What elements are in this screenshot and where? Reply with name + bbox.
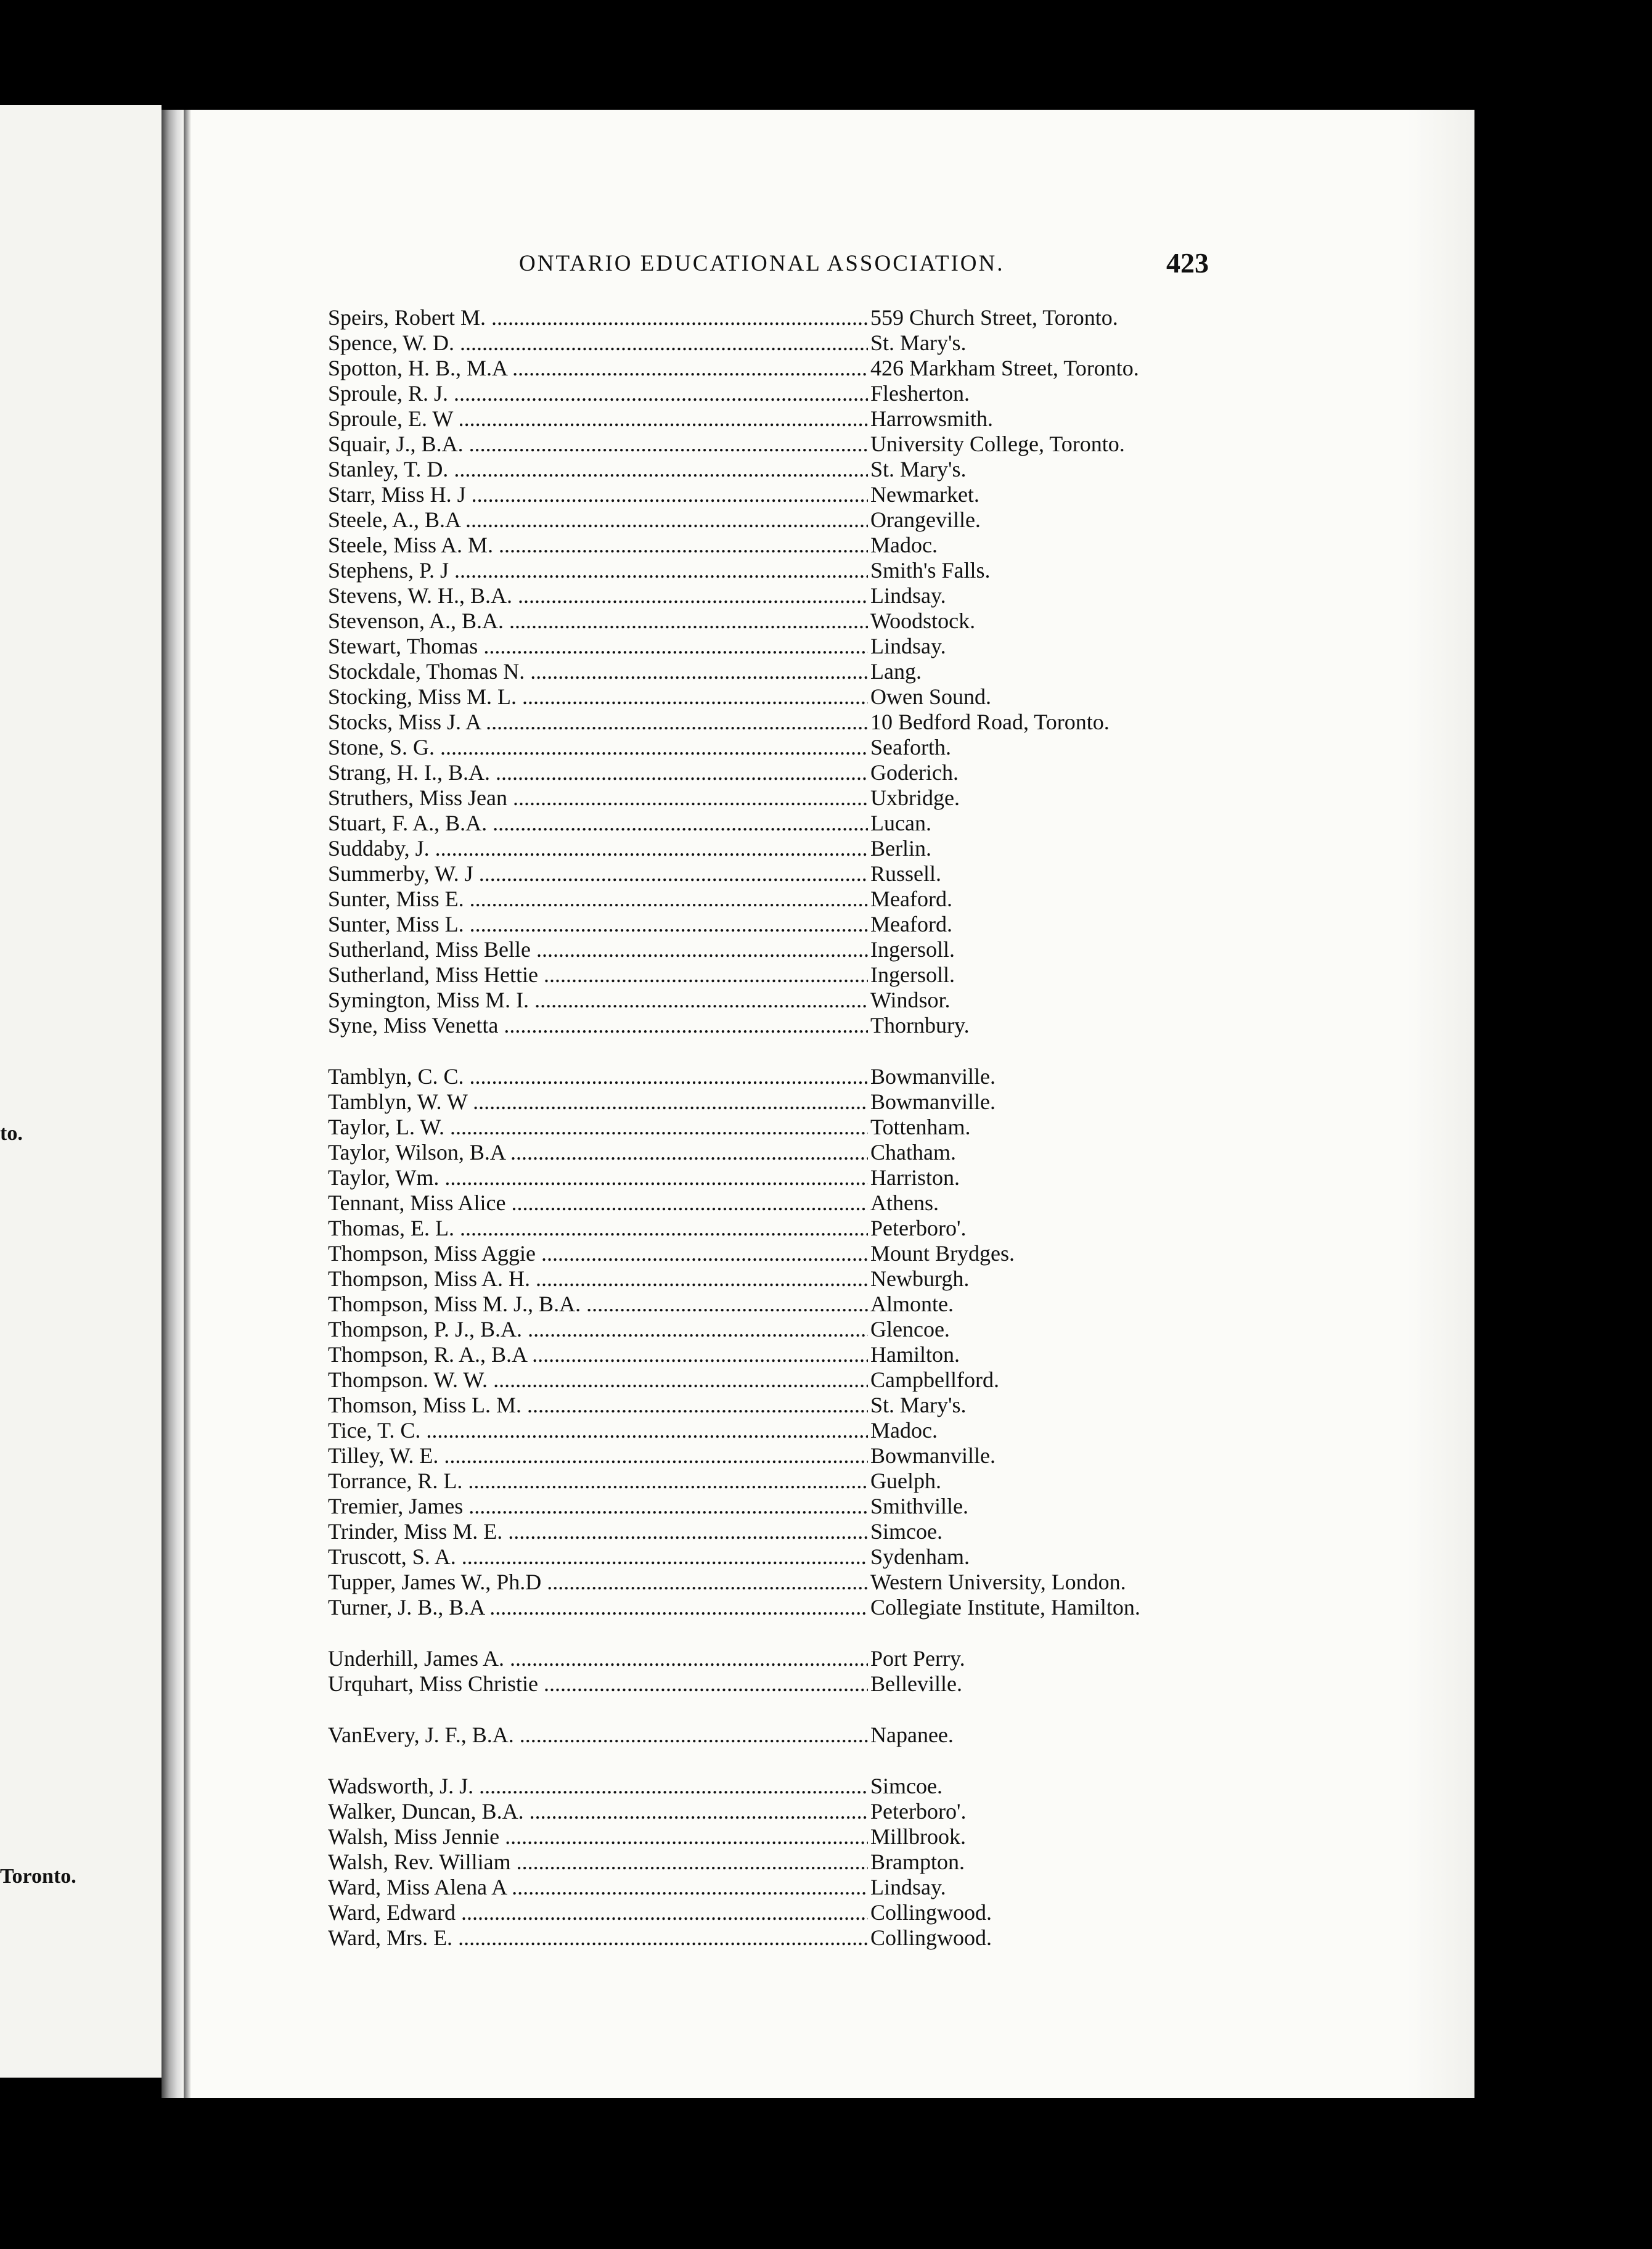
member-entry — [328, 1266, 1450, 1291]
member-name: Sutherland, Miss Belle ..... — [328, 936, 868, 962]
member-name: Steele, Miss A. M. ..... — [328, 532, 868, 558]
member-entry — [328, 1824, 1450, 1849]
member-entry — [328, 1645, 1450, 1671]
member-entry — [328, 633, 1450, 658]
member-location: Port Perry. — [870, 1646, 965, 1671]
letter-section — [328, 305, 1450, 1038]
member-name: Stewart, Thomas ..... — [328, 633, 868, 659]
member-entry — [328, 1165, 1450, 1190]
member-entry — [328, 1493, 1450, 1518]
member-location: Glencoe. — [870, 1317, 950, 1342]
member-entry — [328, 355, 1450, 380]
section-gap — [328, 1620, 1450, 1645]
member-entry — [328, 1594, 1450, 1620]
member-entry — [328, 1089, 1450, 1114]
member-location: Russell. — [870, 861, 942, 886]
member-location: Smith's Falls. — [870, 558, 991, 583]
member-location: Harrowsmith. — [870, 406, 993, 431]
member-location: Western University, London. — [870, 1570, 1126, 1594]
member-name: Turner, J. B., B.A ..... — [328, 1594, 868, 1620]
member-location: Millbrook. — [870, 1824, 967, 1849]
member-location: 559 Church Street, Toronto. — [870, 305, 1118, 330]
member-entry — [328, 1899, 1450, 1925]
member-entry — [328, 861, 1450, 886]
member-entry — [328, 583, 1450, 608]
member-name: Stevenson, A., B.A. ..... — [328, 608, 868, 634]
section-gap — [328, 1038, 1450, 1063]
member-location: Newburgh. — [870, 1266, 970, 1291]
member-name: Thompson, Miss M. J., B.A. ..... — [328, 1291, 868, 1317]
member-location: Lindsay. — [870, 1875, 946, 1899]
page — [162, 110, 1474, 2098]
member-name: Taylor, L. W. ..... — [328, 1114, 868, 1140]
member-location: Berlin. — [870, 836, 931, 861]
member-location: Madoc. — [870, 533, 938, 557]
member-name: Syne, Miss Venetta ..... — [328, 1012, 868, 1038]
member-location: Napanee. — [870, 1723, 954, 1747]
member-location: Chatham. — [870, 1140, 956, 1165]
member-name: Sproule, R. J. ..... — [328, 380, 868, 406]
member-location: Campbellford. — [870, 1367, 999, 1392]
member-location: Meaford. — [870, 887, 952, 911]
member-location: Harriston. — [870, 1165, 960, 1190]
member-entry — [328, 1722, 1450, 1747]
member-entry — [328, 330, 1450, 355]
member-name: Suddaby, J. ..... — [328, 835, 868, 861]
member-entry — [328, 1342, 1450, 1367]
letter-section — [328, 1063, 1450, 1620]
member-name: Thomas, E. L. ..... — [328, 1215, 868, 1241]
member-entry — [328, 1925, 1450, 1950]
member-entry — [328, 1392, 1450, 1417]
member-name: Thompson, R. A., B.A ..... — [328, 1342, 868, 1367]
section-gap — [328, 1696, 1450, 1722]
member-name: Stephens, P. J ..... — [328, 557, 868, 583]
member-entry — [328, 1443, 1450, 1468]
member-location: Goderich. — [870, 760, 959, 785]
member-entry — [328, 1671, 1450, 1696]
member-entry — [328, 507, 1450, 532]
member-name: Sunter, Miss E. ..... — [328, 886, 868, 912]
member-name: Thompson, Miss A. H. ..... — [328, 1266, 868, 1292]
left-page-margin — [0, 105, 162, 2078]
member-entry — [328, 886, 1450, 911]
member-name: Tupper, James W., Ph.D ..... — [328, 1569, 868, 1595]
member-location: Windsor. — [870, 988, 951, 1012]
member-entry — [328, 1773, 1450, 1798]
member-name: Tremier, James ..... — [328, 1493, 868, 1519]
member-name: Sunter, Miss L. ..... — [328, 911, 868, 937]
member-name: Spence, W. D. ..... — [328, 330, 868, 356]
member-location: Hamilton. — [870, 1342, 960, 1367]
member-name: Stanley, T. D. ..... — [328, 456, 868, 482]
letter-section — [328, 1722, 1450, 1747]
member-name: Squair, J., B.A. ..... — [328, 431, 868, 457]
member-location: Thornbury. — [870, 1013, 970, 1038]
member-location: Almonte. — [870, 1292, 954, 1316]
member-location: Flesherton. — [870, 381, 970, 406]
member-location: Peterboro'. — [870, 1216, 967, 1240]
member-name: Stocking, Miss M. L. ..... — [328, 684, 868, 710]
member-entry — [328, 1874, 1450, 1899]
member-entry — [328, 1063, 1450, 1089]
member-name: Steele, A., B.A ..... — [328, 507, 868, 533]
member-entry — [328, 1798, 1450, 1824]
member-entry — [328, 1114, 1450, 1139]
member-entry — [328, 1139, 1450, 1165]
member-name: Ward, Edward ..... — [328, 1899, 868, 1925]
page-number: 423 — [1166, 247, 1209, 279]
member-name: Stuart, F. A., B.A. ..... — [328, 810, 868, 836]
member-entry — [328, 1316, 1450, 1342]
member-location: Smithville. — [870, 1494, 969, 1518]
member-entry — [328, 987, 1450, 1012]
member-location: Collingwood. — [870, 1925, 992, 1950]
member-name: Struthers, Miss Jean ..... — [328, 785, 868, 811]
member-name: Sproule, E. W ..... — [328, 406, 868, 432]
member-location: Lindsay. — [870, 634, 946, 658]
member-name: Thomson, Miss L. M. ..... — [328, 1392, 868, 1418]
book-spine-shadow — [162, 110, 184, 2098]
member-entry — [328, 835, 1450, 861]
member-entry — [328, 962, 1450, 987]
member-name: Taylor, Wilson, B.A ..... — [328, 1139, 868, 1165]
member-entry — [328, 760, 1450, 785]
member-location: St. Mary's. — [870, 330, 967, 355]
member-entry — [328, 1569, 1450, 1594]
member-name: Urquhart, Miss Christie ..... — [328, 1671, 868, 1697]
member-name: Summerby, W. J ..... — [328, 861, 868, 887]
member-entry — [328, 1012, 1450, 1038]
member-location: Woodstock. — [870, 608, 976, 633]
member-entry — [328, 810, 1450, 835]
member-name: Starr, Miss H. J ..... — [328, 481, 868, 507]
left-page-fragment: to. — [0, 1122, 23, 1145]
member-entry — [328, 709, 1450, 734]
member-entry — [328, 305, 1450, 330]
member-name: Ward, Miss Alena A ..... — [328, 1874, 868, 1900]
member-name: Sutherland, Miss Hettie ..... — [328, 962, 868, 988]
member-name: Stone, S. G. ..... — [328, 734, 868, 760]
member-location: 10 Bedford Road, Toronto. — [870, 710, 1110, 734]
member-location: Simcoe. — [870, 1519, 943, 1544]
member-entry — [328, 684, 1450, 709]
member-name: Ward, Mrs. E. ..... — [328, 1925, 868, 1951]
member-entry — [328, 380, 1450, 406]
member-entry — [328, 911, 1450, 936]
member-location: Newmarket. — [870, 482, 979, 507]
member-entry — [328, 456, 1450, 481]
member-entry — [328, 557, 1450, 583]
member-location: Bowmanville. — [870, 1089, 996, 1114]
member-name: Stockdale, Thomas N. ..... — [328, 658, 868, 684]
member-entry — [328, 608, 1450, 633]
member-location: Guelph. — [870, 1469, 941, 1493]
member-name: Walsh, Miss Jennie ..... — [328, 1824, 868, 1850]
member-location: Collingwood. — [870, 1900, 992, 1925]
running-head: ONTARIO EDUCATIONAL ASSOCIATION. — [519, 251, 1005, 276]
member-location: Tottenham. — [870, 1115, 971, 1139]
member-location: Lindsay. — [870, 583, 946, 608]
member-entry — [328, 1367, 1450, 1392]
member-location: St. Mary's. — [870, 457, 967, 481]
member-entry — [328, 1417, 1450, 1443]
member-location: Orangeville. — [870, 507, 981, 532]
member-location: Peterboro'. — [870, 1799, 967, 1824]
member-location: Collegiate Institute, Hamilton. — [870, 1595, 1140, 1620]
member-location: Sydenham. — [870, 1544, 970, 1569]
member-name: VanEvery, J. F., B.A. ..... — [328, 1722, 868, 1748]
member-location: Lang. — [870, 659, 922, 684]
member-name: Speirs, Robert M. ..... — [328, 305, 868, 330]
member-location: Owen Sound. — [870, 684, 991, 709]
member-location: Ingersoll. — [870, 937, 955, 962]
left-page-fragment: Toronto. — [0, 1865, 76, 1888]
member-location: Brampton. — [870, 1850, 965, 1874]
member-entry — [328, 481, 1450, 507]
member-location: Uxbridge. — [870, 785, 960, 810]
member-name: Tamblyn, C. C. ..... — [328, 1063, 868, 1089]
section-gap — [328, 1747, 1450, 1773]
member-name: Tice, T. C. ..... — [328, 1417, 868, 1443]
member-location: Bowmanville. — [870, 1443, 996, 1468]
member-entry — [328, 1544, 1450, 1569]
member-name: Symington, Miss M. I. ..... — [328, 987, 868, 1013]
member-location: Athens. — [870, 1190, 939, 1215]
member-entry — [328, 431, 1450, 456]
member-entry — [328, 1468, 1450, 1493]
member-name: Strang, H. I., B.A. ..... — [328, 760, 868, 785]
member-entry — [328, 1849, 1450, 1874]
member-location: Belleville. — [870, 1671, 962, 1696]
member-name: Walsh, Rev. William ..... — [328, 1849, 868, 1875]
member-location: St. Mary's. — [870, 1393, 967, 1417]
member-name: Torrance, R. L. ..... — [328, 1468, 868, 1494]
member-location: University College, Toronto. — [870, 432, 1125, 456]
member-name: Trinder, Miss M. E. ..... — [328, 1518, 868, 1544]
letter-section — [328, 1645, 1450, 1696]
member-name: Wadsworth, J. J. ..... — [328, 1773, 868, 1799]
member-name: Thompson, Miss Aggie ..... — [328, 1240, 868, 1266]
member-name: Tamblyn, W. W ..... — [328, 1089, 868, 1115]
member-location: Madoc. — [870, 1418, 938, 1443]
member-entry — [328, 734, 1450, 760]
member-name: Stevens, W. H., B.A. ..... — [328, 583, 868, 608]
member-location: Mount Brydges. — [870, 1241, 1015, 1266]
member-name: Walker, Duncan, B.A. ..... — [328, 1798, 868, 1824]
member-name: Tilley, W. E. ..... — [328, 1443, 868, 1469]
member-name: Underhill, James A. ..... — [328, 1645, 868, 1671]
member-entry — [328, 658, 1450, 684]
member-location: 426 Markham Street, Toronto. — [870, 356, 1139, 380]
member-name: Tennant, Miss Alice ..... — [328, 1190, 868, 1216]
member-location: Ingersoll. — [870, 962, 955, 987]
member-name: Truscott, S. A. ..... — [328, 1544, 868, 1570]
member-name: Stocks, Miss J. A ..... — [328, 709, 868, 735]
member-entry — [328, 1291, 1450, 1316]
member-location: Seaforth. — [870, 735, 951, 760]
member-name: Thompson. W. W. ..... — [328, 1367, 868, 1393]
member-name: Spotton, H. B., M.A ..... — [328, 355, 868, 381]
member-entry — [328, 532, 1450, 557]
member-entry — [328, 1240, 1450, 1266]
member-location: Bowmanville. — [870, 1064, 996, 1089]
member-entry — [328, 936, 1450, 962]
member-entry — [328, 1518, 1450, 1544]
page-fold — [184, 110, 191, 2098]
directory-list — [328, 305, 1450, 1950]
member-entry — [328, 1190, 1450, 1215]
member-location: Lucan. — [870, 811, 931, 835]
member-location: Simcoe. — [870, 1774, 943, 1798]
member-name: Thompson, P. J., B.A. ..... — [328, 1316, 868, 1342]
member-entry — [328, 406, 1450, 431]
member-entry — [328, 785, 1450, 810]
member-name: Taylor, Wm. ..... — [328, 1165, 868, 1190]
member-location: Meaford. — [870, 912, 952, 936]
letter-section — [328, 1773, 1450, 1950]
member-entry — [328, 1215, 1450, 1240]
